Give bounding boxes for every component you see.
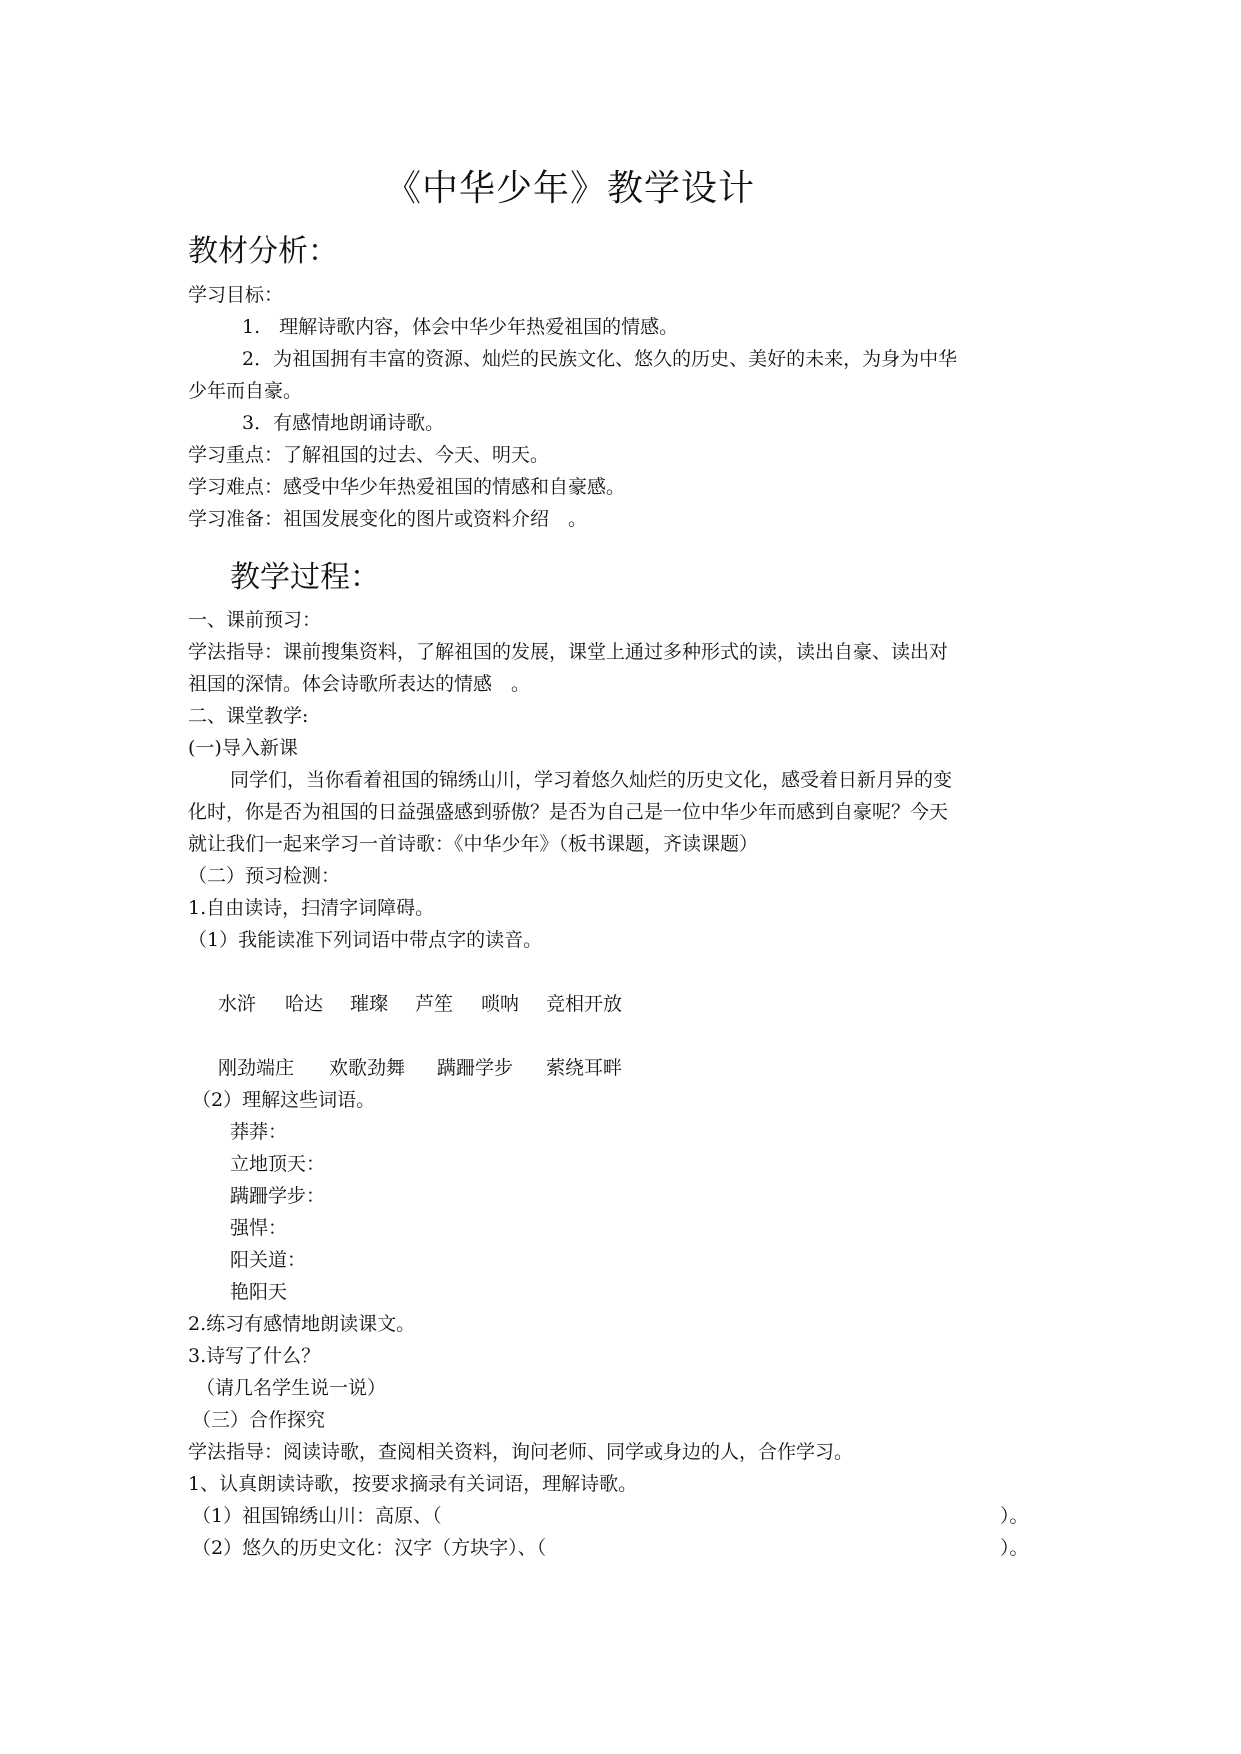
word-item: 萦绕耳畔 [546,1057,623,1079]
task-1-2-close: ）。 [1000,1537,1029,1559]
word-item: 芦笙 [415,993,454,1015]
objective-2-line-1: 2．为祖国拥有丰富的资源、灿烂的民族文化、悠久的历史、美好的未来，为身为中华 [242,348,958,370]
method-guide-1-line-1: 学法指导：课前搜集资料，了解祖国的发展，课堂上通过多种形式的读，读出自豪、读出对 [188,641,949,663]
item-3-note: （请几名学生说一说） [196,1377,387,1399]
vocab-item: 强悍： [230,1217,288,1239]
difficulty: 学习难点：感受中华少年热爱祖国的情感和自豪感。 [188,476,626,498]
intro-line-2: 化时，你是否为祖国的日益强盛感到骄傲？是否为自己是一位中华少年而感到自豪呢？今天 [188,801,949,823]
intro-line-1: 同学们，当你看着祖国的锦绣山川，学习着悠久灿烂的历史文化，感受着日新月异的变 [230,769,953,791]
task-1: 1、认真朗读诗歌，按要求摘录有关词语，理解诗歌。 [188,1473,638,1495]
section-material-heading: 教材分析： [188,234,338,269]
word-item: 刚劲端庄 [218,1057,295,1079]
word-item: 欢歌劲舞 [329,1057,406,1079]
objective-3: 3．有感情地朗诵诗歌。 [242,412,445,434]
section-process-heading: 教学过程： [230,560,380,595]
class-heading: 二、课堂教学: [188,705,309,727]
word-item: 璀璨 [350,993,389,1015]
task-1-2: （2）悠久的历史文化：汉字（方块字）、（ [192,1537,547,1559]
word-item: 竞相开放 [546,993,623,1015]
vocab-item: 阳关道： [230,1249,307,1271]
method-guide-1-line-2: 祖国的深情。体会诗歌所表达的情感 。 [188,673,531,695]
document-title: 《中华少年》教学设计 [385,168,756,209]
vocab-item: 艳阳天 [230,1281,288,1303]
word-item: 哈达 [285,993,324,1015]
task-1-1-close: ）。 [1000,1505,1029,1527]
key-point: 学习重点：了解祖国的过去、今天、明天。 [188,444,550,466]
objective-1: 1. 理解诗歌内容，体会中华少年热爱祖国的情感。 [242,316,679,338]
intro-heading: (一)导入新课 [188,737,298,759]
preview-heading: 一、课前预习： [188,609,322,631]
item-2: 2.练习有感情地朗读课文。 [188,1313,416,1335]
vocab-item: 蹒跚学步： [230,1185,326,1207]
vocab-item: 立地顶天： [230,1153,326,1175]
intro-line-3: 就让我们一起来学习一首诗歌：《中华少年》（板书课题，齐读课题） [188,833,759,855]
preparation: 学习准备：祖国发展变化的图片或资料介绍 。 [188,508,588,530]
word-item: 水浒 [218,993,257,1015]
word-item: 蹒跚学步 [437,1057,514,1079]
item-1-2: （2）理解这些词语。 [192,1089,376,1111]
check-heading: （二）预习检测： [188,865,341,887]
word-item: 唢呐 [481,993,520,1015]
objectives-label: 学习目标： [188,284,284,306]
task-1-1: （1）祖国锦绣山川：高原、（ [192,1505,442,1527]
coop-heading: （三）合作探究 [192,1409,326,1431]
method-guide-2: 学法指导：阅读诗歌，查阅相关资料，询问老师、同学或身边的人，合作学习。 [188,1441,854,1463]
vocab-item: 莽莽： [230,1121,288,1143]
item-3: 3.诗写了什么？ [188,1345,321,1367]
item-1-1: （1）我能读准下列词语中带点字的读音。 [188,929,543,951]
item-1: 1.自由读诗，扫清字词障碍。 [188,897,435,919]
objective-2-line-2: 少年而自豪。 [188,380,303,402]
